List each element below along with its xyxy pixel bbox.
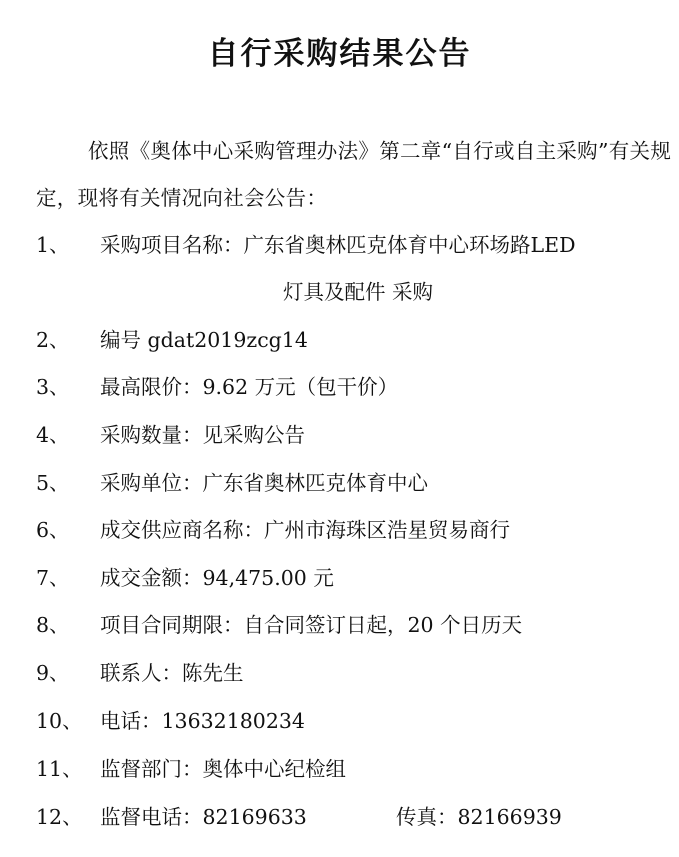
notice-title: 自行采购结果公告: [207, 36, 472, 72]
item-text: 联系人：陈先生: [100, 661, 244, 685]
item-text: 监督部门：奥体中心纪检组: [100, 757, 346, 781]
item-text: 最高限价：9.62 万元（包干价）: [100, 375, 399, 399]
intro-paragraph: 依照《奥体中心采购管理办法》第二章“自行或自主采购”有关规定，现将有关情况向社会公告：: [36, 139, 672, 210]
item-1-continuation: 灯具及配件 采购: [283, 280, 434, 304]
item-text: 采购数量：见采购公告: [100, 423, 305, 447]
item-number: 4、: [36, 423, 70, 447]
item-text: 项目合同期限：自合同签订日起，20 个日历天: [100, 613, 523, 637]
item-text: 成交金额：94,475.00 元: [100, 566, 334, 590]
item-number: 5、: [36, 471, 70, 495]
item-number: 11、: [36, 757, 83, 781]
fax-number: 传真：82166939: [396, 805, 562, 829]
item-number: 6、: [36, 518, 70, 542]
item-number: 8、: [36, 613, 70, 637]
item-text: 成交供应商名称：广州市海珠区浩星贸易商行: [100, 518, 510, 542]
item-number: 10、: [36, 709, 83, 733]
item-number: 7、: [36, 566, 70, 590]
item-text: 电话：13632180234: [100, 709, 305, 733]
item-number: 2、: [36, 328, 70, 352]
item-number: 1、: [36, 233, 70, 257]
item-number: 12、: [36, 805, 83, 829]
item-number: 9、: [36, 661, 70, 685]
item-text: 编号 gdat2019zcg14: [100, 328, 308, 352]
item-number: 3、: [36, 375, 70, 399]
item-text: 采购单位：广东省奥林匹克体育中心: [100, 471, 428, 495]
item-text: 采购项目名称：广东省奥林匹克体育中心环场路LED: [100, 233, 576, 257]
item-text: 监督电话：82169633: [100, 805, 307, 829]
